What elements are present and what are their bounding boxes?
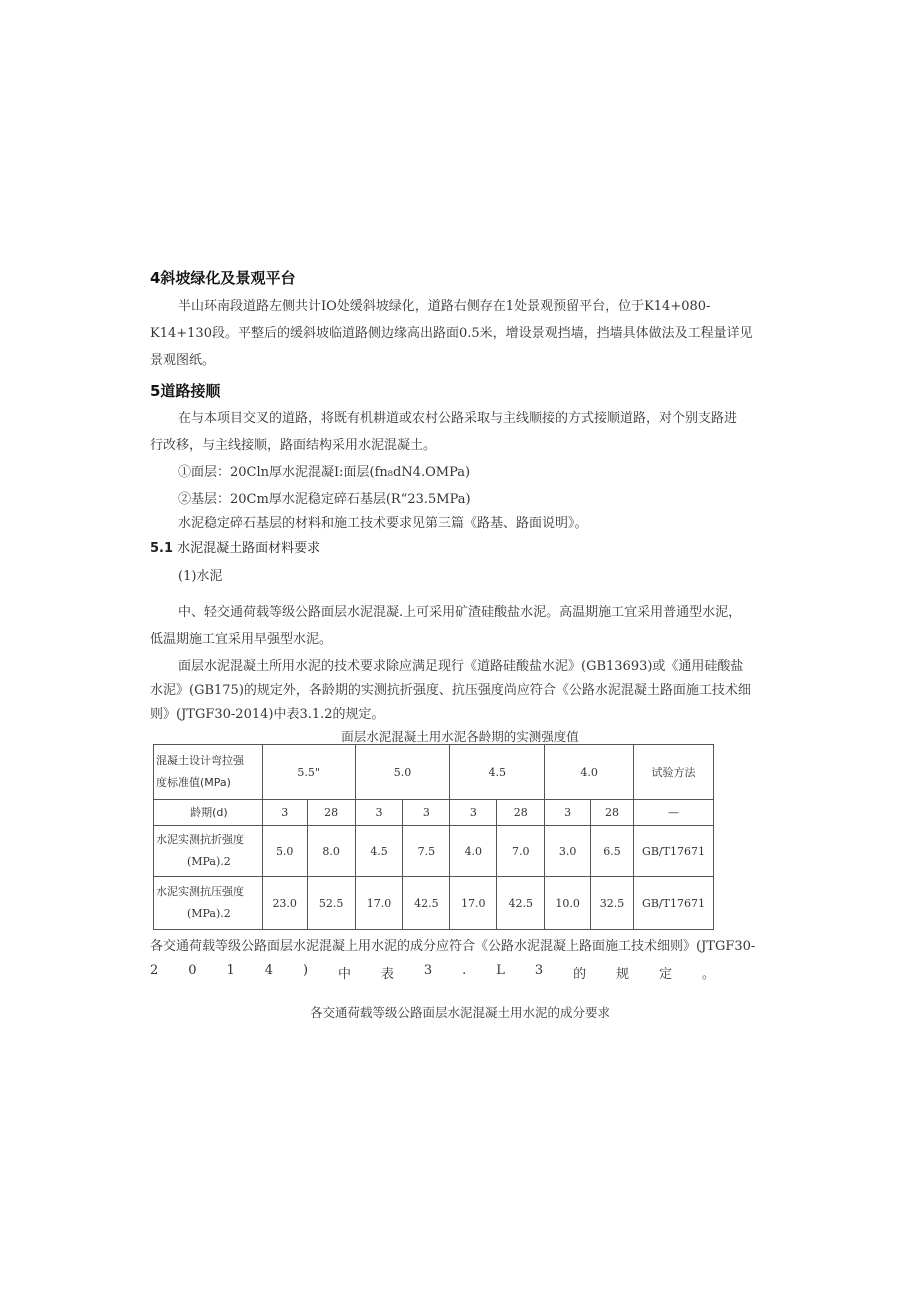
grade-header: 5.0 <box>355 745 450 800</box>
section-5-1-p2-line-1: 面层水泥混凝土所用水泥的技术要求除应满足现行《道路硅酸盐水泥》(GB13693)或《通用硅酸盐 <box>178 659 744 674</box>
design-strength-header-line-2: 度标准值(MPa) <box>156 776 231 789</box>
value-cell: 5.0 <box>262 826 307 877</box>
section-4-para-line-2: K14+130段。平整后的缓斜坡临道路侧边缘高出路面0.5米，增设景观挡墙，挡墙具体做法及工程量详见 <box>150 326 753 341</box>
age-label: 龄期(d) <box>154 800 263 826</box>
value-cell: 42.5 <box>497 877 545 930</box>
section-5-1-heading <box>150 537 320 556</box>
section-5-item-2: ②基层：20Cm厚水泥稳定碎石基层(R“23.5MPa) <box>178 492 471 507</box>
spread-char: 3 <box>534 963 544 978</box>
value-cell: 10.0 <box>545 877 591 930</box>
spread-char: 。 <box>701 967 715 982</box>
age-cell: 3 <box>403 800 450 826</box>
compressive-strength-unit: (MPa).2 <box>186 907 231 920</box>
spread-char: 的 <box>573 967 587 982</box>
flexural-strength-unit: (MPa).2 <box>186 855 231 868</box>
section-4-para-line-3: 景观图纸。 <box>150 353 216 368</box>
value-cell: 17.0 <box>450 877 497 930</box>
grade-header: 4.5 <box>450 745 545 800</box>
design-strength-header <box>154 745 263 800</box>
flexural-strength-label <box>154 826 263 877</box>
spread-char: 2 <box>150 963 159 978</box>
spread-char: 中 <box>337 967 351 982</box>
compressive-strength-label <box>154 877 263 930</box>
age-cell: 3 <box>450 800 497 826</box>
age-cell: 28 <box>307 800 355 826</box>
compressive-strength-row <box>154 877 714 930</box>
table-2-caption: 各交通荷载等级公路面层水泥混凝土用水泥的成分要求 <box>309 1005 610 1020</box>
value-cell: 4.0 <box>450 826 497 877</box>
spread-char: 1 <box>226 963 235 978</box>
test-method-header: 试验方法 <box>634 745 714 800</box>
cement-strength-table <box>153 744 714 930</box>
value-cell: 52.5 <box>307 877 355 930</box>
after-table-line-1: 各交通荷载等级公路面层水泥混凝上用水泥的成分应符合《公路水泥混凝上路面施工技术细则》(JTGF30- <box>150 939 756 954</box>
age-cell: 28 <box>497 800 545 826</box>
value-cell: 8.0 <box>307 826 355 877</box>
section-5-para-line-1: 在与本项目交叉的道路，将既有机耕道或农村公路采取与主线顺接的方式接顺道路，对个别支路进 <box>178 411 738 426</box>
age-cell: 28 <box>591 800 634 826</box>
section-5-1-p1-line-1: 中、轻交通荷载等级公路面层水泥混凝.上可采用矿渣硅酸盐水泥。高温期施工宜采用普通型水泥， <box>178 605 742 620</box>
section-5-1-p1-line-2: 低温期施工宜采用早强型水泥。 <box>150 632 333 647</box>
age-cell: 3 <box>262 800 307 826</box>
spread-char: L <box>496 963 505 978</box>
section-4-heading: 4斜坡绿化及景观平台 <box>150 269 296 287</box>
age-cell: 3 <box>545 800 591 826</box>
value-cell: 3.0 <box>545 826 591 877</box>
spread-char: ) <box>302 963 309 978</box>
design-strength-header-line-1: 混凝土设计弯拉强 <box>156 754 244 767</box>
compressive-strength-label-text: 水泥实测抗压强度 <box>156 885 244 898</box>
value-cell: 7.5 <box>403 826 450 877</box>
flexural-strength-label-text: 水泥实测抗折强度 <box>156 833 244 846</box>
value-cell: 7.0 <box>497 826 545 877</box>
spread-char: 0 <box>188 963 197 978</box>
flexural-strength-row <box>154 826 714 877</box>
section-5-1-sub-1: (1)水泥 <box>178 569 223 584</box>
age-row <box>154 800 714 826</box>
test-method-cell: GB/T17671 <box>634 826 714 877</box>
spread-char: 表 <box>380 967 394 982</box>
age-cell: 3 <box>355 800 403 826</box>
table-header-row <box>154 745 714 800</box>
value-cell: 32.5 <box>591 877 634 930</box>
value-cell: 42.5 <box>403 877 450 930</box>
test-method-cell: GB/T17671 <box>634 877 714 930</box>
value-cell: 23.0 <box>262 877 307 930</box>
spread-char: 规 <box>616 967 630 982</box>
value-cell: 4.5 <box>355 826 403 877</box>
section-4-para-line-1: 半山环南段道路左侧共计IO处缓斜坡绿化，道路右侧存在1处景观预留平台，位于K14+080- <box>178 299 711 314</box>
spread-char: . <box>462 963 467 978</box>
section-5-1-p2-line-2: 水泥》(GB175)的规定外，各龄期的实测抗折强度、抗压强度尚应符合《公路水泥混凝土路面施工技术细 <box>150 683 751 698</box>
after-table-line-2 <box>150 963 715 982</box>
value-cell: 17.0 <box>355 877 403 930</box>
spread-char: 定 <box>659 967 673 982</box>
age-method-cell: — <box>634 800 714 826</box>
spread-char: 3 <box>423 963 433 978</box>
value-cell: 6.5 <box>591 826 634 877</box>
section-5-1-number: 5.1 <box>150 541 174 556</box>
section-5-heading: 5道路接顺 <box>150 382 221 400</box>
section-5-note: 水泥稳定碎石基层的材料和施工技术要求见第三篇《路基、路面说明》。 <box>178 516 588 531</box>
grade-header: 5.5" <box>262 745 355 800</box>
section-5-1-title: 水泥混凝土路面材料要求 <box>177 541 321 556</box>
section-5-para-line-2: 行改移，与主线接顺，路面结构采用水泥混凝土。 <box>150 438 437 453</box>
section-5-1-p2-line-3: 则》(JTGF30-2014)中表3.1.2的规定。 <box>150 707 385 722</box>
grade-header: 4.0 <box>545 745 634 800</box>
section-5-item-1: ①面层：20Cln厚水泥混凝I:面层(fn₈dN4.OMPa) <box>178 465 471 480</box>
spread-char: 4 <box>264 963 273 978</box>
table-caption: 面层水泥混凝土用水泥各龄期的实测强度值 <box>341 729 579 744</box>
